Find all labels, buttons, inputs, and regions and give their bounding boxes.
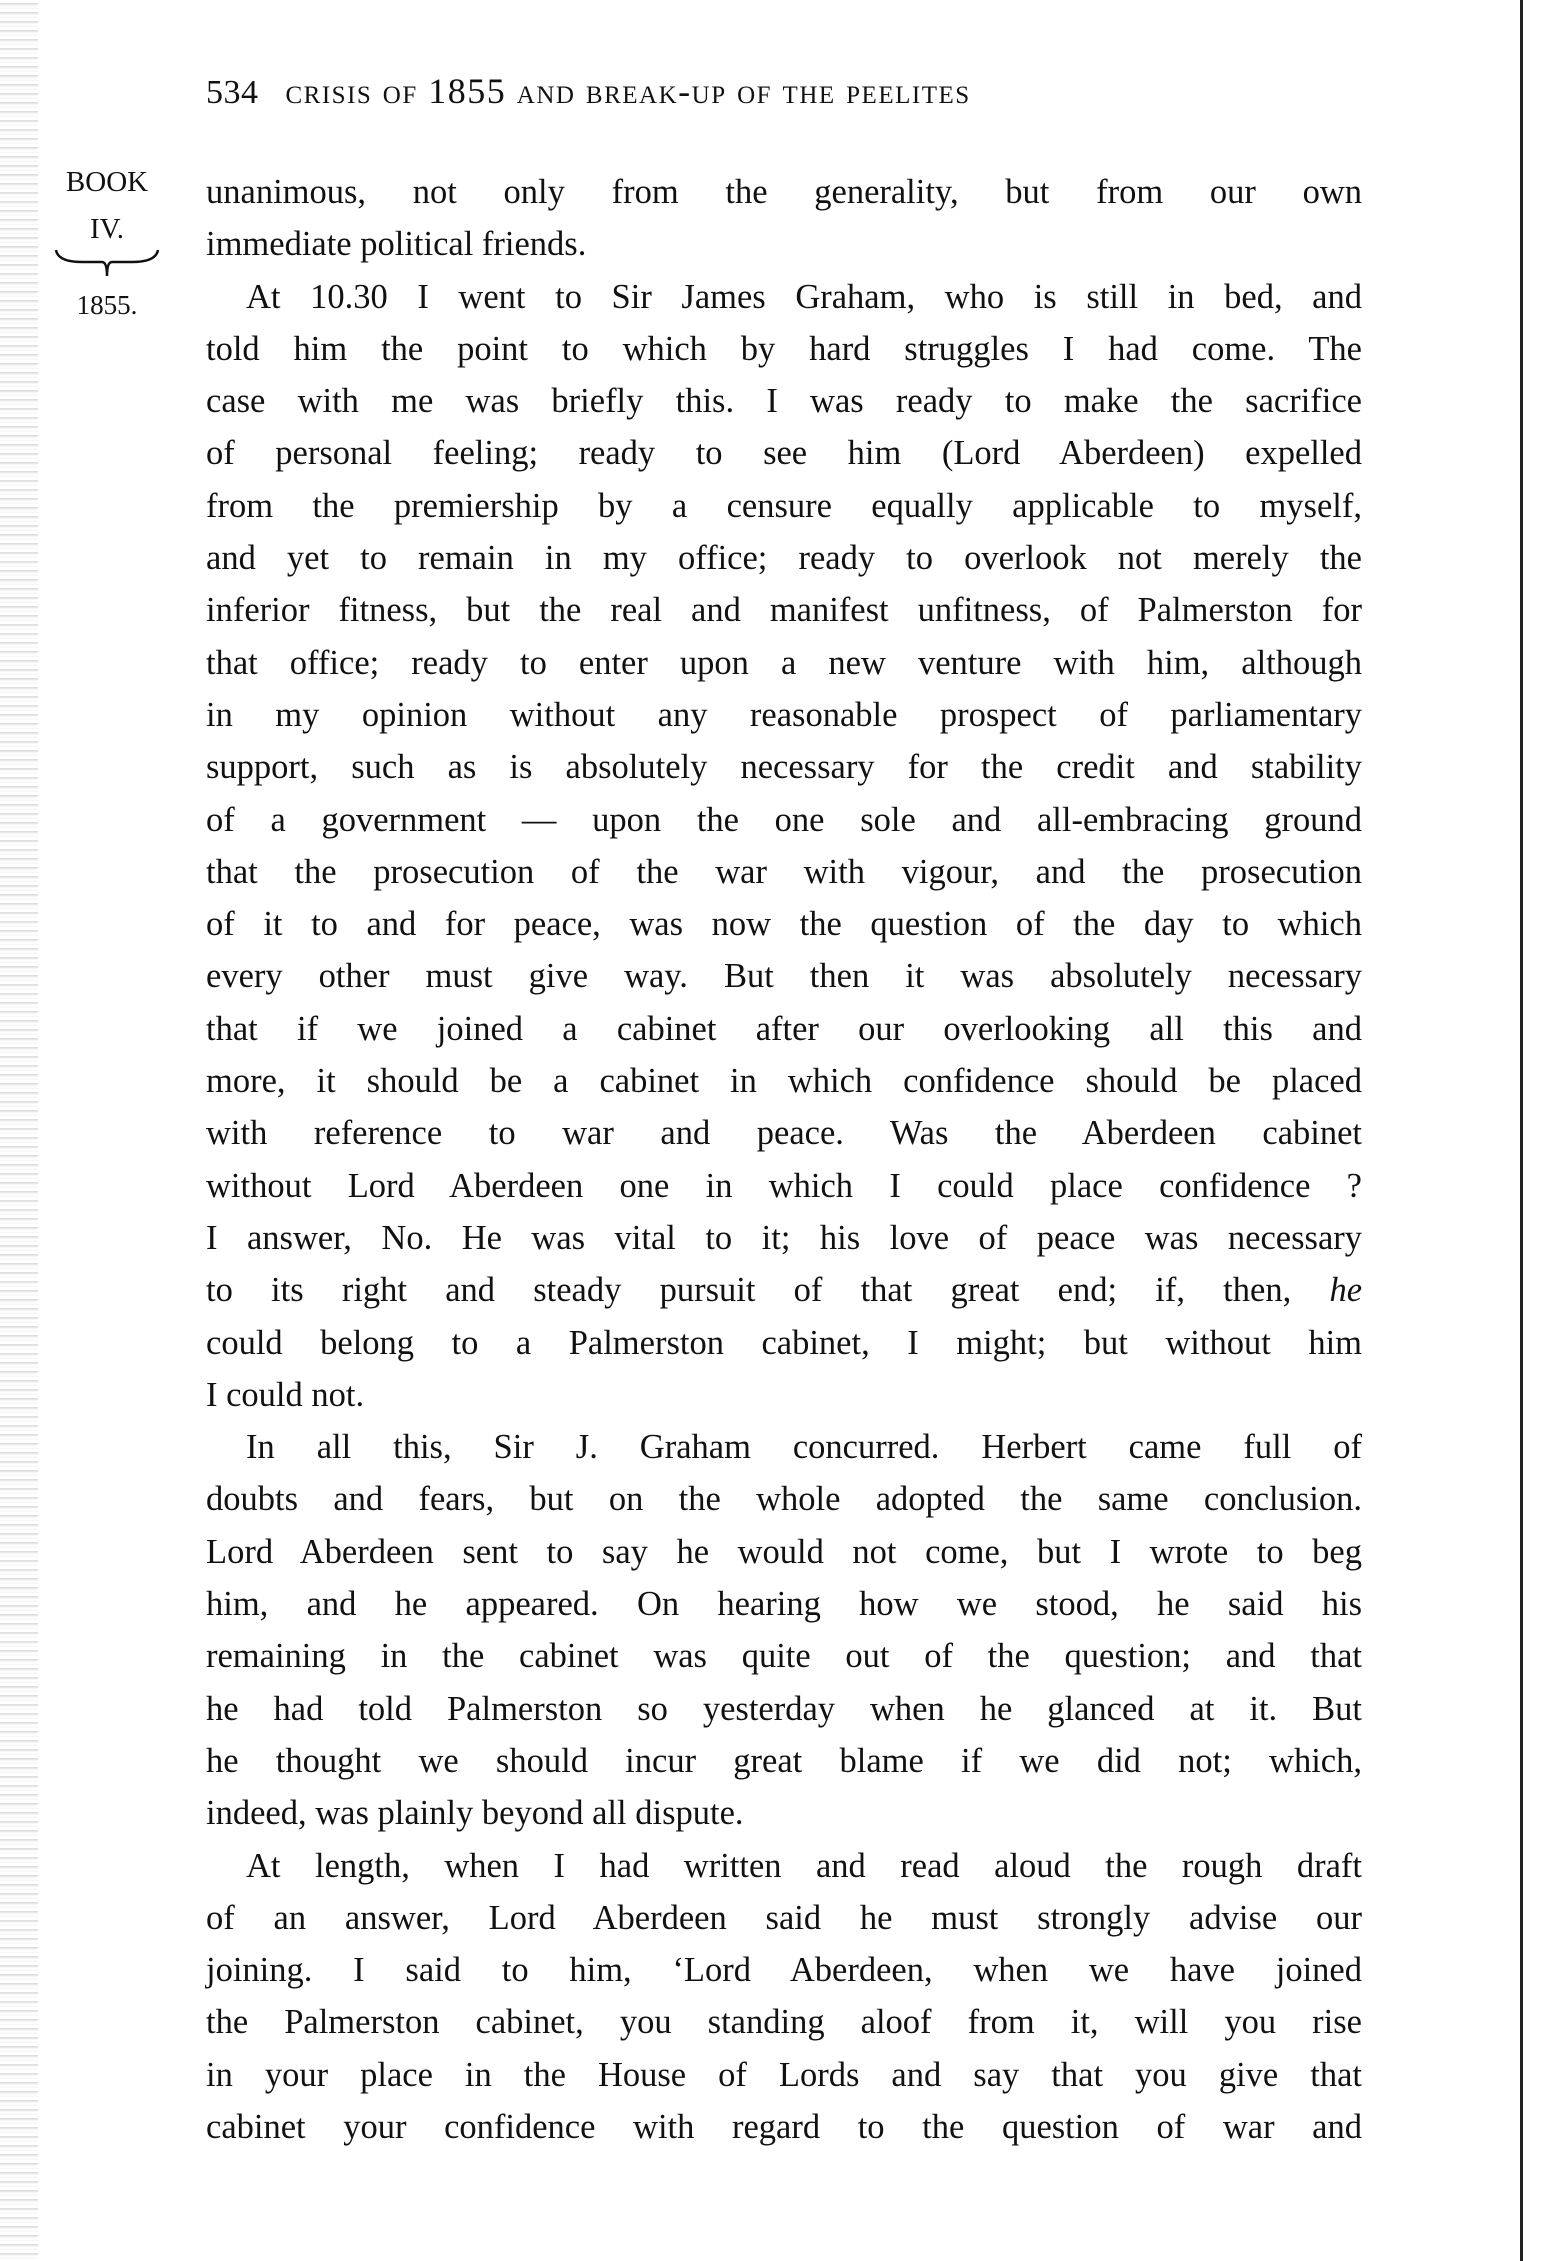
text-line (206, 166, 1362, 218)
text-line-content: support, such as is absolutely necessary for the credit and stability (206, 748, 1362, 787)
text-line (206, 480, 1362, 532)
text-line (206, 427, 1362, 479)
text-line-content: unanimous, not only from the generality, but from our own (206, 173, 1362, 211)
text-line-content: with reference to war and peace. Was the Aberdeen cabinet (206, 1114, 1362, 1153)
text-line-content: I answer, No. He was vital to it; his love of peace was necessary (206, 1218, 1362, 1257)
text-line (206, 1630, 1362, 1682)
text-line-content: in your place in the House of Lords and say that you give that (206, 2055, 1362, 2094)
text-line (206, 2049, 1362, 2101)
margin-book-label: BOOK (65, 166, 149, 198)
text-line (206, 1107, 1362, 1159)
text-line-content: from the premiership by a censure equally applicable to myself, (206, 486, 1362, 525)
text-line (206, 1421, 1362, 1473)
text-line (206, 741, 1362, 793)
text-line (206, 1264, 1362, 1316)
margin-brace (52, 248, 162, 278)
text-line (206, 1578, 1362, 1630)
text-line (206, 689, 1362, 741)
text-line-content: of an answer, Lord Aberdeen said he must strongly advise our (206, 1898, 1362, 1937)
text-line-content: Lord Aberdeen sent to say he would not come, but I wrote to beg (206, 1532, 1362, 1571)
text-line (206, 1683, 1362, 1735)
text-line-content: immediate political friends. (206, 225, 587, 264)
text-line (206, 898, 1362, 950)
text-line (206, 1526, 1362, 1578)
italic-word: he (1329, 1271, 1363, 1310)
text-line-content: indeed, was plainly beyond all dispute. (206, 1794, 744, 1833)
text-line-content: of personal feeling; ready to see him (Lord Aberdeen) expelled (206, 434, 1362, 473)
text-line (206, 375, 1362, 427)
text-line-content: At length, when I had written and read aloud the rough draft (246, 1846, 1362, 1885)
text-line-content: could belong to a Palmerston cabinet, I might; but without him (206, 1323, 1362, 1362)
text-line-content: remaining in the cabinet was quite out of the question; and that (206, 1637, 1362, 1676)
text-line (206, 950, 1362, 1002)
text-line-content: told him the point to which by hard struggles I had come. The (206, 329, 1362, 368)
text-line-content: In all this, Sir J. Graham concurred. Herbert came full of (246, 1428, 1362, 1467)
text-line (206, 1003, 1362, 1055)
text-line (206, 584, 1362, 636)
text-line (206, 271, 1362, 323)
scanned-page-edge (0, 0, 38, 2261)
text-line-content: more, it should be a cabinet in which confidence should be placed (206, 1062, 1362, 1101)
text-line-content: of a government — upon the one sole and all-embracing ground (206, 800, 1362, 839)
text-line-content: every other must give way. But then it was absolutely necessary (206, 957, 1362, 996)
margin-volume-label: IV. (89, 213, 125, 245)
text-line-content: without Lord Aberdeen one in which I could place confidence ? (206, 1166, 1362, 1205)
text-line-content: in my opinion without any reasonable prospect of parliamentary (206, 695, 1362, 734)
page-border-line (1520, 0, 1523, 2261)
text-line (206, 218, 1362, 270)
text-line (206, 1892, 1362, 1944)
text-line-content: he had told Palmerston so yesterday when he glanced at it. But (206, 1689, 1362, 1728)
text-line-content: case with me was briefly this. I was ready to make the sacrifice (206, 382, 1362, 421)
text-line (206, 1996, 1362, 2048)
text-line-content: I could not. (206, 1375, 365, 1414)
text-line (206, 1473, 1362, 1525)
text-line-content: him, and he appeared. On hearing how we stood, he said his (206, 1585, 1362, 1624)
text-line-content: that the prosecution of the war with vigour, and the prosecution (206, 852, 1362, 891)
text-line (206, 1944, 1362, 1996)
text-line (206, 323, 1362, 375)
text-line (206, 637, 1362, 689)
running-title: crisis of 1855 and break-up of the peelites (285, 71, 971, 111)
text-line (206, 1735, 1362, 1787)
page-number: 534 (206, 74, 259, 111)
text-line (206, 2101, 1362, 2153)
text-line (206, 1160, 1362, 1212)
text-line (206, 1840, 1362, 1892)
text-line (206, 532, 1362, 584)
running-header (206, 70, 971, 112)
text-line-content: cabinet your confidence with regard to the question of war and (206, 2107, 1362, 2146)
text-line-content: he thought we should incur great blame if we did not; which, (206, 1741, 1362, 1780)
text-line-content: doubts and fears, but on the whole adopted the same conclusion. (206, 1480, 1362, 1519)
text-line (206, 794, 1362, 846)
text-line (206, 1787, 1362, 1839)
text-line-content: and yet to remain in my office; ready to overlook not merely the (206, 539, 1362, 578)
text-line (206, 846, 1362, 898)
text-line-content: to its right and steady pursuit of that great end; if, then, (206, 1271, 1292, 1310)
margin-year: 1855. (76, 290, 138, 320)
text-line-content: of it to and for peace, was now the question of the day to which (206, 905, 1362, 944)
text-line-content: At 10.30 I went to Sir James Graham, who is still in bed, and (246, 277, 1362, 316)
text-line-content: the Palmerston cabinet, you standing aloof from it, will you rise (206, 2003, 1362, 2042)
text-line-content: that if we joined a cabinet after our overlooking all this and (206, 1009, 1362, 1048)
text-line (206, 1212, 1362, 1264)
text-line (206, 1055, 1362, 1107)
text-line-content: that office; ready to enter upon a new venture with him, although (206, 643, 1362, 682)
text-line-content: inferior fitness, but the real and manifest unfitness, of Palmerston for (206, 591, 1362, 630)
body-text (206, 166, 1362, 2153)
text-line-content: joining. I said to him, ‘Lord Aberdeen, when we have joined (206, 1951, 1362, 1990)
text-line (206, 1369, 1362, 1421)
text-line (206, 1317, 1362, 1369)
